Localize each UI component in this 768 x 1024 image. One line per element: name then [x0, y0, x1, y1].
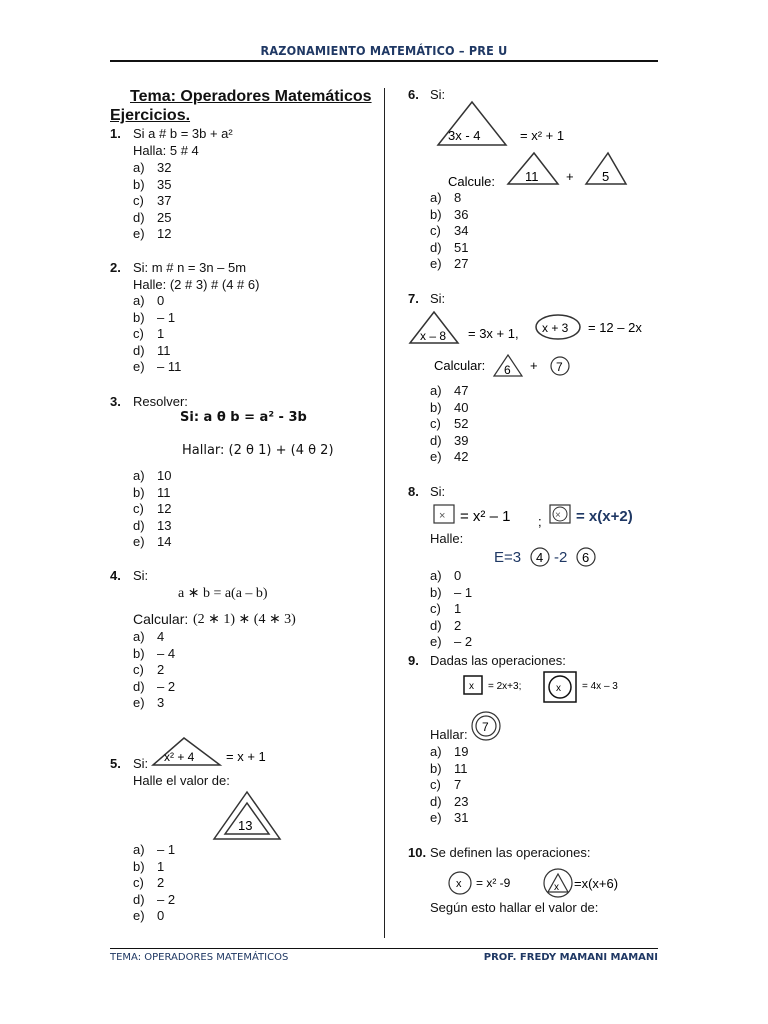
option-letter: c) [133, 326, 144, 342]
option-item [430, 634, 472, 651]
option-item [133, 534, 171, 551]
triangle-rhs: = x + 1 [226, 749, 266, 764]
circle-symbol: x [456, 878, 462, 890]
page-header: RAZONAMIENTO MATEMÁTICO – PRE U [260, 43, 508, 58]
question-number: 1. [110, 126, 121, 141]
circle-rhs: =x(x+6) [574, 876, 619, 891]
options-list [430, 190, 468, 273]
options-list [430, 744, 468, 827]
option-letter: d) [430, 793, 442, 809]
options-list [430, 568, 472, 651]
option-value: 52 [454, 416, 469, 432]
option-item [133, 326, 181, 343]
question-number: 3. [110, 394, 121, 409]
question-number: 2. [110, 260, 121, 275]
option-value: 4 [157, 629, 165, 644]
option-value: 42 [454, 449, 469, 465]
option-letter: b) [430, 399, 442, 415]
option-item [133, 892, 175, 909]
double-circle-figure [468, 710, 504, 742]
square-rhs: = x² – 1 [460, 508, 511, 525]
question-text: Según esto hallar el valor de: [430, 900, 599, 915]
option-item [133, 359, 181, 376]
option-value: 34 [454, 223, 469, 239]
circle-rhs: = x² -9 [476, 876, 511, 890]
option-value: 2 [157, 875, 165, 891]
circle-expression: x + 3 [542, 321, 569, 335]
option-item [430, 761, 468, 778]
option-letter: a) [430, 383, 442, 398]
option-letter: a) [133, 293, 145, 308]
option-value: 2 [157, 662, 165, 678]
option-value: 40 [454, 399, 469, 415]
option-letter: c) [133, 193, 144, 209]
option-letter: b) [133, 309, 145, 325]
option-item [133, 193, 171, 210]
option-value: 35 [157, 176, 172, 192]
option-item [430, 433, 468, 450]
question-text: Halla: 5 # 4 [133, 143, 199, 158]
triangle-value: 6 [504, 363, 511, 377]
square-rhs: = 2x+3; [488, 681, 522, 692]
question-number: 5. [110, 756, 121, 771]
question-text: Hallar: [430, 727, 468, 742]
option-letter: c) [430, 416, 441, 432]
option-letter: b) [133, 484, 145, 500]
option-item [133, 160, 171, 177]
options-list [133, 629, 175, 712]
option-letter: b) [430, 760, 442, 776]
option-value: 32 [157, 160, 172, 175]
triangle-operator-figure [436, 100, 596, 148]
option-item [430, 810, 468, 827]
option-item [430, 223, 468, 240]
option-item [133, 343, 181, 360]
circle-value: 6 [582, 550, 590, 565]
operators-figure [408, 310, 658, 346]
option-letter: b) [133, 645, 145, 661]
option-value: 19 [454, 744, 469, 759]
option-letter: a) [133, 842, 145, 857]
question-number: 8. [408, 484, 419, 499]
question-number: 4. [110, 568, 121, 583]
options-list [133, 160, 171, 243]
options-list [430, 383, 468, 466]
question-number: 7. [408, 291, 419, 306]
circle-rhs: = x(x+2) [576, 508, 633, 525]
option-letter: e) [430, 256, 442, 272]
option-letter: a) [133, 160, 145, 175]
option-value: 1 [157, 858, 165, 874]
option-value: 8 [454, 190, 462, 205]
circle-value: 7 [482, 720, 489, 734]
question-text: Si: [430, 291, 446, 306]
option-item [133, 695, 175, 712]
triangle-rhs: = 3x + 1, [468, 326, 519, 341]
question-text: Halle el valor de: [133, 773, 230, 788]
option-item [430, 449, 468, 466]
circle-rhs: = 12 – 2x [588, 320, 642, 335]
option-value: – 4 [157, 645, 176, 661]
option-value: 0 [157, 908, 165, 924]
question-number: 10. [408, 845, 427, 860]
option-item [430, 416, 468, 433]
option-value: – 1 [157, 309, 176, 325]
option-letter: b) [133, 176, 145, 192]
option-item [133, 177, 171, 194]
option-value: 39 [454, 432, 469, 448]
section-title: Ejercicios. [110, 107, 191, 124]
calculate-figure [432, 352, 592, 380]
option-value: 11 [157, 484, 171, 500]
option-value: 25 [157, 209, 172, 225]
operator-definition: a ∗ b = a(a – b) [178, 586, 268, 601]
option-item [430, 383, 468, 400]
question-text: Dadas las operaciones: [430, 653, 566, 668]
footer-rule [110, 948, 658, 949]
option-item [133, 485, 171, 502]
operator-definition: Si: a θ b = a² - 3b [180, 410, 307, 425]
question-text: Halle: (2 # 3) # (4 # 6) [133, 277, 260, 292]
option-letter: a) [133, 468, 145, 483]
option-letter: e) [430, 634, 442, 650]
option-value: – 2 [157, 891, 176, 907]
expression-middle: -2 [554, 549, 568, 566]
option-letter: e) [430, 449, 442, 465]
calculate-label: Calcular: [434, 358, 486, 373]
option-item [430, 400, 468, 417]
option-item [430, 256, 468, 273]
option-letter: d) [133, 678, 145, 694]
option-value: 27 [454, 256, 469, 272]
calculate-figure [446, 150, 636, 190]
option-value: – 11 [157, 359, 182, 375]
option-letter: e) [133, 226, 145, 242]
calculate-label: Calcular: [133, 611, 189, 627]
option-letter: d) [133, 891, 145, 907]
option-letter: c) [133, 501, 144, 517]
option-value: 2 [454, 617, 462, 633]
option-value: – 2 [454, 634, 473, 650]
option-value: 12 [157, 501, 172, 517]
separator: ; [538, 514, 542, 529]
option-item [430, 568, 472, 585]
option-letter: c) [133, 875, 144, 891]
option-letter: d) [133, 209, 145, 225]
nested-triangle-figure [212, 790, 282, 842]
option-letter: c) [430, 777, 441, 793]
option-letter: e) [133, 359, 145, 375]
option-item [133, 501, 171, 518]
option-item [430, 190, 468, 207]
option-item [133, 210, 171, 227]
circle-value: 7 [556, 360, 563, 374]
question-text: Halle: [430, 531, 464, 546]
expression-prefix: E=3 [494, 549, 522, 566]
expression-figure [492, 543, 602, 571]
triangle-rhs: = x² + 1 [520, 128, 565, 143]
option-value: 1 [157, 326, 165, 342]
option-value: 14 [157, 534, 172, 550]
option-letter: d) [430, 239, 442, 255]
option-item [430, 207, 468, 224]
option-value: 0 [157, 293, 165, 308]
square-symbol: x [469, 681, 474, 692]
option-value: – 2 [157, 678, 176, 694]
option-item [133, 679, 175, 696]
option-item [133, 293, 181, 310]
plus-sign: + [566, 169, 574, 184]
option-value: 11 [454, 760, 468, 776]
option-value: 51 [454, 239, 469, 255]
option-letter: b) [430, 206, 442, 222]
question-number: 9. [408, 653, 419, 668]
question-text: Si a # b = 3b + a² [133, 126, 233, 141]
option-value: – 1 [157, 842, 176, 857]
option-value: 1 [454, 601, 462, 617]
circle-symbol: x [556, 683, 561, 694]
option-value: – 1 [454, 584, 473, 600]
option-item [430, 585, 472, 602]
question-text: Si: [133, 756, 149, 771]
topic-title: Tema: Operadores Matemáticos [130, 88, 372, 105]
option-item [133, 646, 175, 663]
option-letter: e) [133, 534, 145, 550]
operator-question: Hallar: (2 θ 1) + (4 θ 2) [182, 443, 334, 458]
options-list [133, 842, 175, 925]
circle-value: 4 [536, 550, 544, 565]
option-item [133, 468, 171, 485]
option-value: 13 [157, 517, 172, 533]
calculate-label: Calcule: [448, 174, 495, 189]
option-item [133, 226, 171, 243]
triangle-value: 13 [238, 818, 253, 833]
triangle-symbol: x [554, 882, 559, 893]
circle-rhs: = 4x – 3 [582, 681, 618, 692]
triangle-expression: x – 8 [420, 329, 447, 343]
operators-figure [432, 502, 662, 530]
option-value: 36 [454, 206, 469, 222]
option-letter: d) [133, 517, 145, 533]
footer-topic: TEMA: OPERADORES MATEMÁTICOS [110, 952, 289, 963]
option-value: 12 [157, 226, 172, 242]
option-letter: a) [430, 744, 442, 759]
option-letter: c) [133, 662, 144, 678]
option-item [133, 629, 175, 646]
option-value: 23 [454, 793, 469, 809]
option-letter: a) [430, 568, 442, 583]
option-item [430, 240, 468, 257]
option-item [133, 518, 171, 535]
triangle-operator-figure [150, 735, 280, 769]
option-letter: a) [133, 629, 145, 644]
operators-figure [446, 866, 646, 900]
option-item [430, 601, 472, 618]
option-letter: c) [430, 601, 441, 617]
question-text: Si: [133, 568, 149, 583]
option-item [430, 744, 468, 761]
header-rule [110, 60, 658, 62]
option-value: 37 [157, 193, 172, 209]
column-divider [384, 88, 385, 938]
options-list [133, 293, 181, 376]
triangle-expression: x² + 4 [164, 750, 195, 764]
option-value: 10 [157, 468, 172, 483]
option-item [430, 794, 468, 811]
option-letter: e) [133, 695, 145, 711]
square-symbol: × [439, 510, 446, 522]
operators-figure [462, 670, 642, 706]
triangle-value: 11 [525, 169, 539, 184]
question-number: 6. [408, 87, 419, 102]
option-item [133, 859, 175, 876]
option-item [133, 662, 175, 679]
footer-author: PROF. FREDY MAMANI MAMANI [483, 952, 658, 963]
plus-sign: + [530, 358, 538, 373]
square-symbol: × [555, 510, 561, 521]
question-text: Resolver: [133, 394, 188, 409]
option-value: 31 [454, 810, 469, 826]
triangle-expression: 3x - 4 [448, 128, 481, 143]
triangle-value: 5 [602, 169, 610, 184]
option-value: 3 [157, 695, 165, 711]
option-value: 7 [454, 777, 462, 793]
option-value: 11 [157, 342, 171, 358]
option-letter: d) [430, 432, 442, 448]
option-letter: d) [430, 617, 442, 633]
option-letter: d) [133, 342, 145, 358]
option-item [133, 842, 175, 859]
option-item [133, 310, 181, 327]
option-letter: a) [430, 190, 442, 205]
question-text: Si: m # n = 3n – 5m [133, 260, 247, 275]
option-letter: b) [430, 584, 442, 600]
option-item [430, 618, 472, 635]
option-item [133, 875, 175, 892]
options-list [133, 468, 171, 551]
question-text: Se definen las operaciones: [430, 845, 591, 860]
question-text: Si: [430, 87, 446, 102]
question-text: Si: [430, 484, 446, 499]
option-letter: b) [133, 858, 145, 874]
option-item [133, 908, 175, 925]
operator-question: (2 ∗ 1) ∗ (4 ∗ 3) [193, 612, 296, 627]
option-letter: e) [133, 908, 145, 924]
option-letter: c) [430, 223, 441, 239]
option-letter: e) [430, 810, 442, 826]
option-item [430, 777, 468, 794]
option-value: 47 [454, 383, 469, 398]
option-value: 0 [454, 568, 462, 583]
